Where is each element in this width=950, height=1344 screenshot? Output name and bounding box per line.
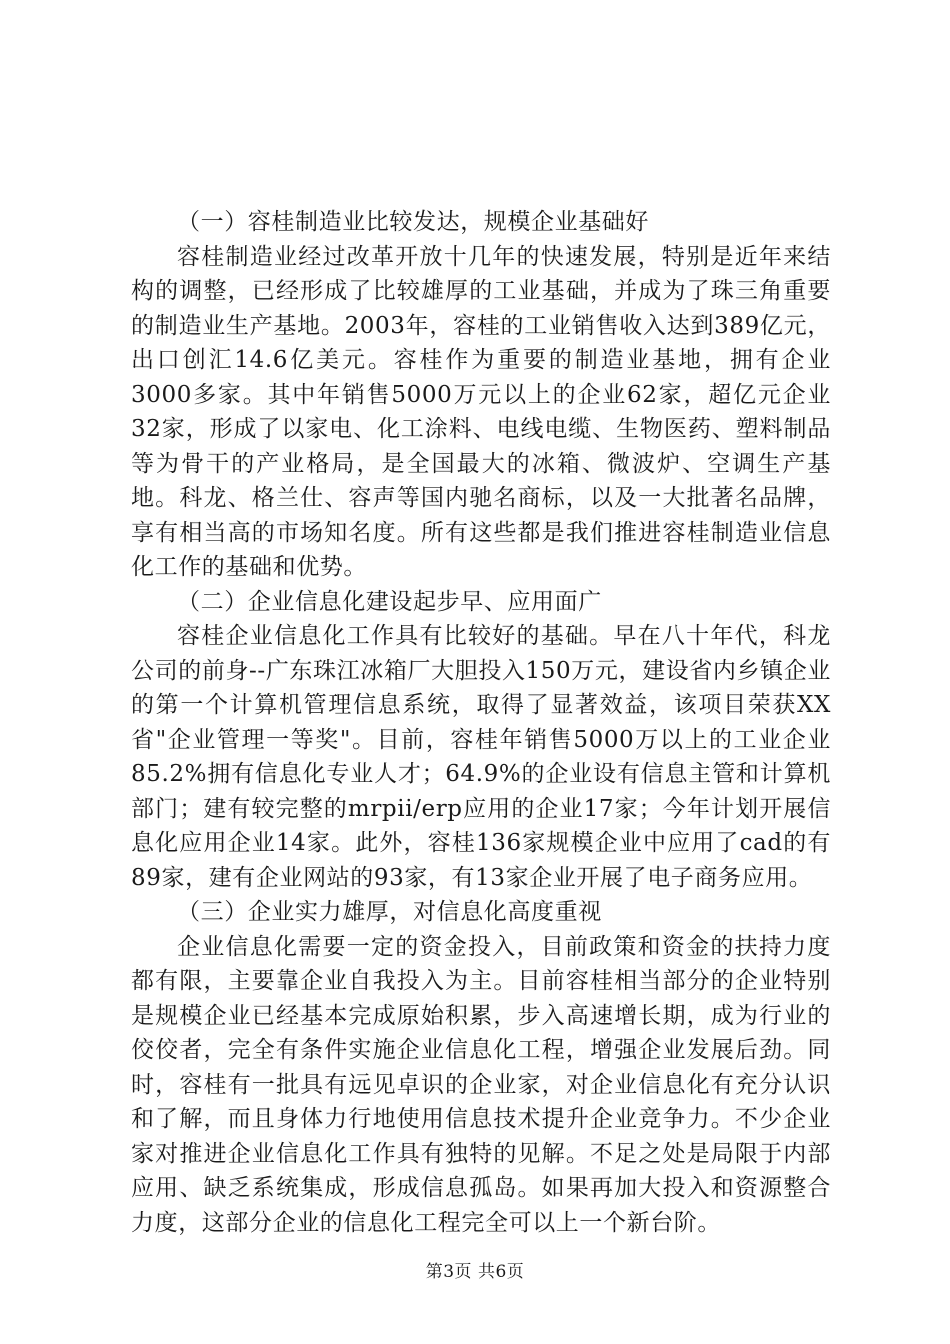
section-paragraph-3: 企业信息化需要一定的资金投入，目前政策和资金的扶持力度都有限，主要靠企业自我投入为主。目前容桂相当部分的企业特别是规模企业已经基本完成原始积累，步入高速增长期，成为行业的佼佼者，完全有条件实施企业信息化工程，增强企业发展后劲。同时，容桂有一批具有远见卓识的企业家，对企业信息化有充分认识和了解，而且身体力行地使用信息技术提升企业竞争力。不少企业家对推进企业信息化工作具有独特的见解。不足之处是局限于内部应用、缺乏系统集成，形成信息孤岛。如果再加大投入和资源整合力度，这部分企业的信息化工程完全可以上一个新台阶。 (131, 933, 831, 1236)
section-heading-1: （一）容桂制造业比较发达，规模企业基础好 (177, 209, 649, 235)
section-paragraph-2: 容桂企业信息化工作具有比较好的基础。早在八十年代，科龙公司的前身--广东珠江冰箱厂大胆投入150万元，建设省内乡镇企业的第一个计算机管理信息系统，取得了显著效益，该项目荣获XX省"企业管理一等奖"。目前，容桂年销售5000万以上的工业企业85.2%拥有信息化专业人才；64.9%的企业设有信息主管和计算机部门；建有较完整的mrpii/erp应用的企业17家；今年计划开展信息化应用企业14家。此外，容桂136家规模企业中应用了cad的有89家，建有企业网站的93家，有13家企业开展了电子商务应用。 (131, 623, 831, 891)
section-paragraph-1: 容桂制造业经过改革开放十几年的快速发展，特别是近年来结构的调整，已经形成了比较雄厚的工业基础，并成为了珠三角重要的制造业生产基地。2003年，容桂的工业销售收入达到389亿元，出口创汇14.6亿美元。容桂作为重要的制造业基地，拥有企业3000多家。其中年销售5000万元以上的企业62家，超亿元企业32家，形成了以家电、化工涂料、电线电缆、生物医药、塑料制品等为骨干的产业格局，是全国最大的冰箱、微波炉、空调生产基地。科龙、格兰仕、容声等国内驰名商标，以及一大批著名品牌，享有相当高的市场知名度。所有这些都是我们推进容桂制造业信息化工作的基础和优势。 (131, 243, 831, 580)
document-body (131, 205, 831, 1240)
section-heading-3: （三）企业实力雄厚，对信息化高度重视 (177, 899, 602, 925)
page-number-footer: 第3页 共6页 (425, 1262, 525, 1282)
section-heading-2: （二）企业信息化建设起步早、应用面广 (177, 588, 602, 615)
